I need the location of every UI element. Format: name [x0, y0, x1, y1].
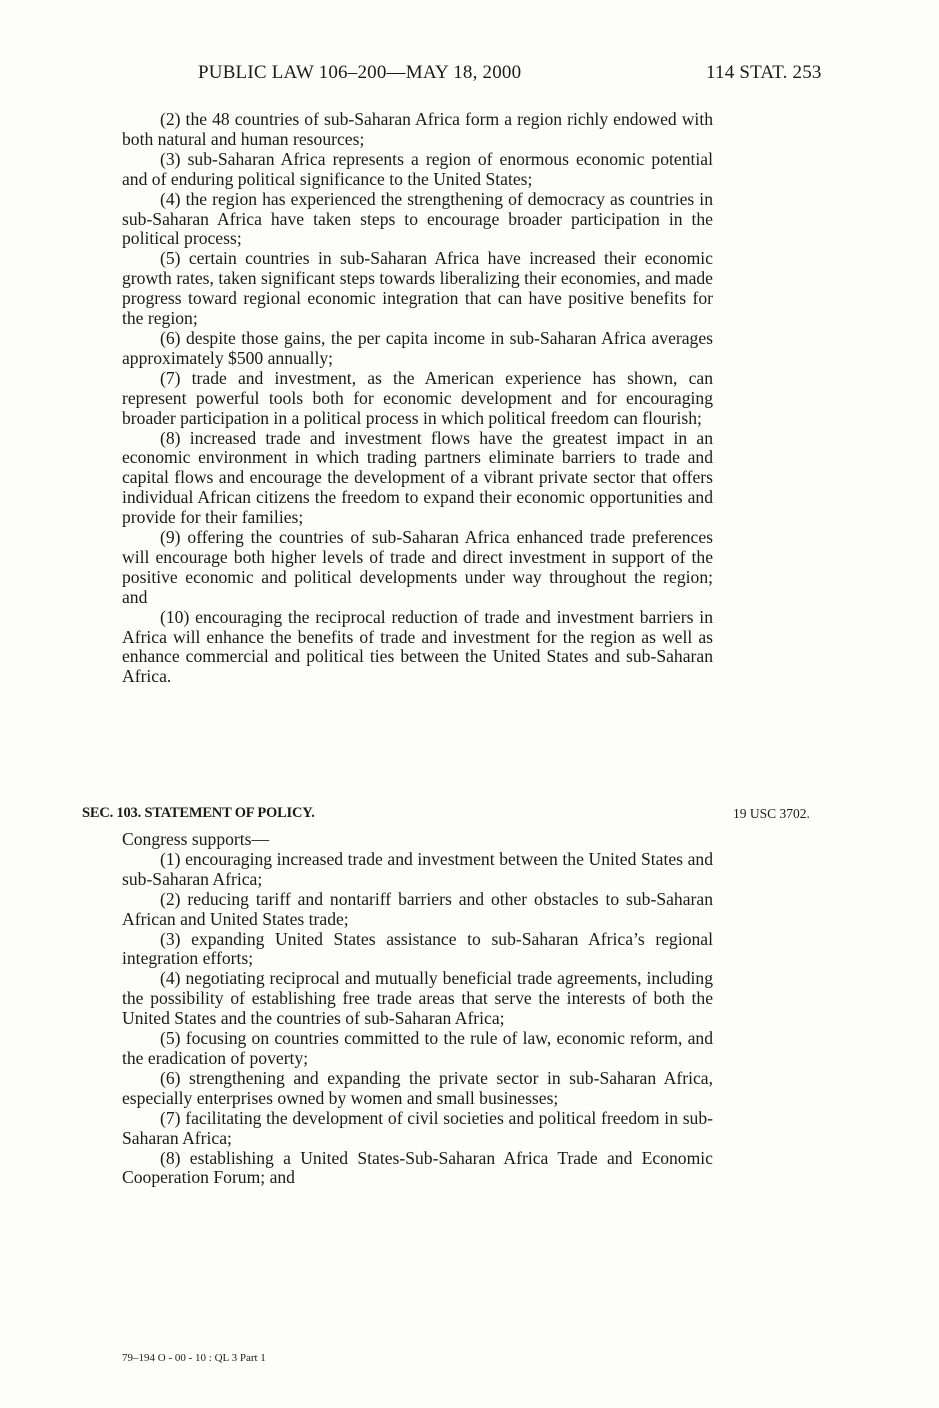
finding-paragraph: (4) the region has experienced the strengthening of democracy as countries in sub-Saharan Africa have taken steps to encourage broader participation in the political process;: [122, 188, 713, 249]
policy-list: [122, 830, 713, 1188]
finding-paragraph: (7) trade and investment, as the American experience has shown, can represent powerful tools both for economic development and for encouraging broader participation in a political process in which political freedom can flourish;: [122, 367, 713, 428]
stat-page-number: 114 STAT. 253: [706, 62, 822, 83]
finding-paragraph: (8) increased trade and investment flows have the greatest impact in an economic environment in which trading partners eliminate barriers to trade and capital flows and encourage the development of a vibrant private sector that offers individual African citizens the freedom to expand their economic opportunities and provide for their families;: [122, 427, 713, 528]
policy-paragraph: (5) focusing on countries committed to the rule of law, economic reform, and the eradication of poverty;: [122, 1028, 713, 1068]
finding-paragraph: (2) the 48 countries of sub-Saharan Africa form a region richly endowed with both natural and human resources;: [122, 109, 713, 149]
policy-paragraph: (6) strengthening and expanding the private sector in sub-Saharan Africa, especially enterprises owned by women and small businesses;: [122, 1067, 713, 1108]
finding-paragraph: (6) despite those gains, the per capita income in sub-Saharan Africa averages approximately $500 annually;: [122, 327, 713, 368]
findings-list: [122, 110, 713, 687]
policy-paragraph: (8) establishing a United States-Sub-Saharan Africa Trade and Economic Cooperation Forum; and: [122, 1147, 713, 1188]
finding-paragraph: (9) offering the countries of sub-Saharan Africa enhanced trade preferences will encourage both higher levels of trade and direct investment in support of the positive economic and political developments under way throughout the region; and: [122, 527, 713, 607]
policy-paragraph: (4) negotiating reciprocal and mutually beneficial trade agreements, including the possibility of establishing free trade areas that serve the interests of both the United States and the countries of sub-Saharan Africa;: [122, 968, 713, 1029]
section-heading: [82, 805, 842, 827]
finding-paragraph: (3) sub-Saharan Africa represents a region of enormous economic potential and of enduring political significance to the United States;: [122, 148, 713, 189]
policy-paragraph: (2) reducing tariff and nontariff barriers and other obstacles to sub-Saharan African and United States trade;: [122, 888, 713, 929]
finding-paragraph: (10) encouraging the reciprocal reduction of trade and investment barriers in Africa will enhance the benefits of trade and investment for the region as well as enhance commercial and political ties between the United States and sub-Saharan Africa.: [122, 606, 713, 687]
finding-paragraph: (5) certain countries in sub-Saharan Africa have increased their economic growth rates, taken significant steps towards liberalizing their economies, and made progress toward regional economic integration that can have positive benefits for the region;: [122, 248, 713, 329]
section-title: SEC. 103. STATEMENT OF POLICY.: [82, 805, 315, 821]
usc-citation: 19 USC 3702.: [733, 806, 810, 821]
policy-paragraph: (1) encouraging increased trade and investment between the United States and sub-Saharan Africa;: [122, 848, 713, 889]
law-title: PUBLIC LAW 106–200—MAY 18, 2000: [198, 62, 522, 83]
print-code: 79–194 O - 00 - 10 : QL 3 Part 1: [122, 1352, 266, 1364]
running-header: [0, 62, 939, 88]
policy-paragraph: (7) facilitating the development of civil societies and political freedom in sub-Saharan Africa;: [122, 1107, 713, 1148]
policy-paragraph: (3) expanding United States assistance to sub-Saharan Africa’s regional integration efforts;: [122, 928, 713, 969]
policy-lead: Congress supports—: [122, 829, 270, 849]
